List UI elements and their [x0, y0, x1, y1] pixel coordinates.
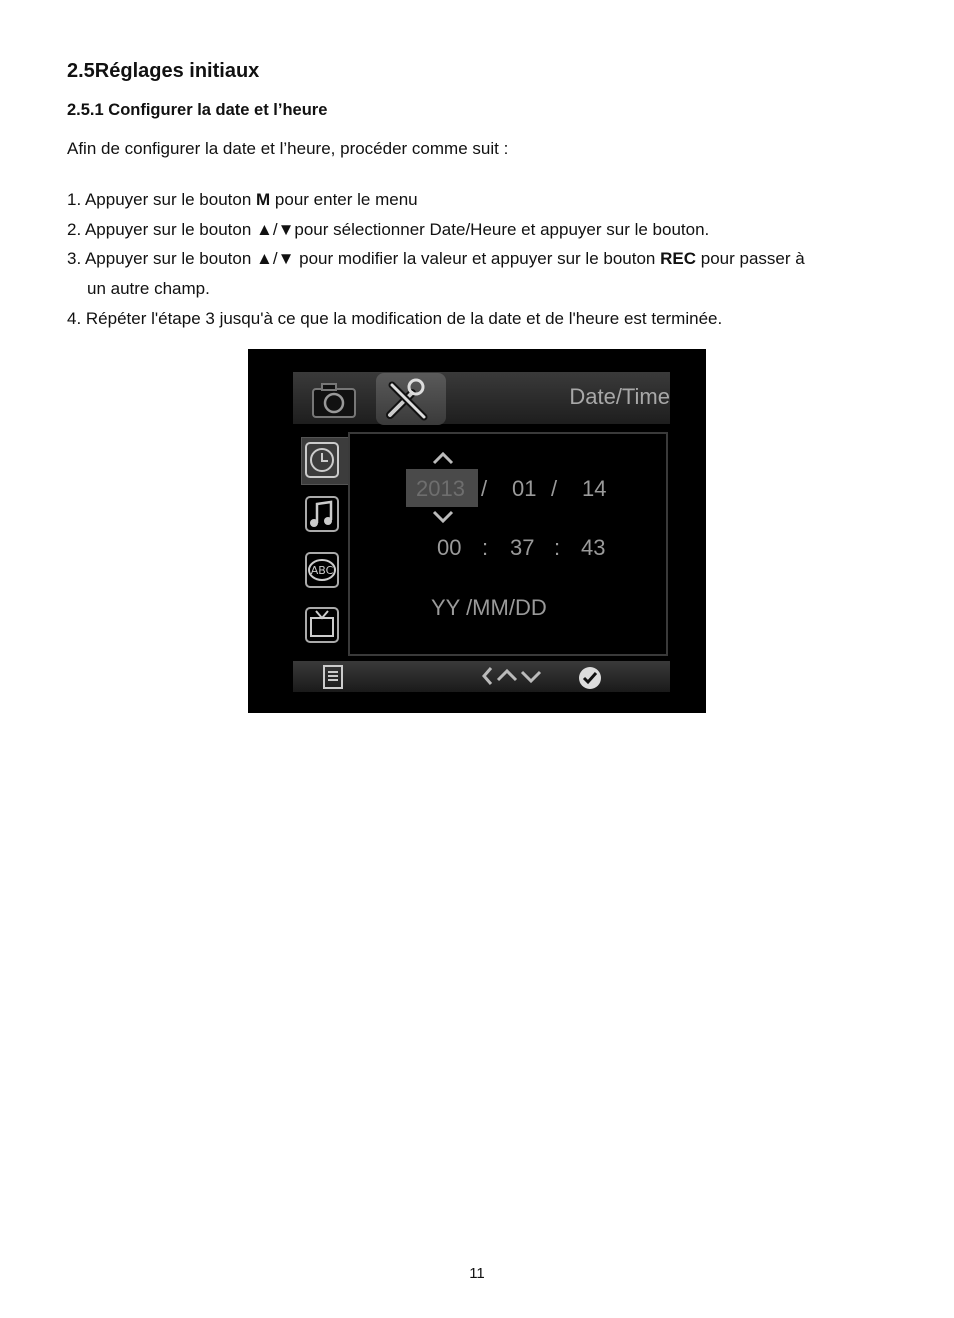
month-value: 01: [512, 476, 537, 501]
camera-icon: [300, 375, 374, 423]
clock-icon: [304, 441, 340, 479]
step-3-text: 3. Appuyer sur le bouton ▲/▼ pour modifier la valeur et appuyer sur le bouton: [67, 249, 661, 268]
time-separator: :: [554, 535, 561, 560]
date-format-value: YY /MM/DD: [431, 595, 547, 620]
svg-text:ABC: ABC: [310, 564, 334, 577]
sidebar-item-sound: [304, 495, 340, 533]
settings-tab: [376, 373, 446, 425]
tv-icon: [304, 606, 340, 644]
language-abc-icon: [304, 551, 340, 589]
chevron-down-icon: [431, 509, 455, 525]
datetime-panel: [348, 432, 668, 656]
page-number: 11: [469, 1265, 485, 1282]
rec-button-label: REC: [660, 249, 697, 268]
sidebar-item-language: [304, 551, 340, 589]
step-1-text-end: pour enter le menu: [270, 190, 418, 209]
camera-tab: [300, 375, 374, 423]
step-4: 4. Répéter l'étape 3 jusqu'à ce que la modification de la date et de l'heure est terminée.: [67, 309, 723, 328]
step-3: [67, 249, 805, 269]
sidebar-item-tv-out: [304, 606, 340, 644]
step-1-text: 1. Appuyer sur le bouton: [67, 190, 257, 209]
date-separator: /: [551, 476, 558, 501]
second-value: 43: [581, 535, 606, 560]
music-note-icon: [304, 495, 340, 533]
intro-text: Afin de configurer la date et l’heure, procéder comme suit :: [67, 139, 509, 158]
step-3-text-end: pour passer à: [696, 249, 805, 268]
minute-value: 37: [510, 535, 535, 560]
m-button-label: M: [256, 190, 271, 209]
hour-value: 00: [437, 535, 462, 560]
sidebar-item-datetime: [304, 441, 340, 479]
menu-list-icon: [321, 664, 347, 690]
day-value: 14: [582, 476, 607, 501]
section-heading: 2.5Réglages initiaux: [67, 60, 260, 82]
screen-title: Date/Time: [569, 384, 670, 409]
camera-screen: [248, 349, 706, 713]
confirm-check-icon: [577, 665, 603, 691]
chevron-up-icon: [431, 450, 455, 466]
step-2: 2. Appuyer sur le bouton ▲/▼pour sélectionner Date/Heure et appuyer sur le bouton.: [67, 220, 710, 239]
tools-icon: [376, 373, 446, 425]
subsection-heading: 2.5.1 Configurer la date et l’heure: [67, 101, 328, 119]
date-separator: /: [481, 476, 488, 501]
navigation-arrows-icon: [480, 665, 546, 687]
step-3-continued: un autre champ.: [87, 279, 210, 298]
step-1: [67, 190, 418, 210]
year-value: 2013: [416, 476, 465, 501]
time-separator: :: [482, 535, 489, 560]
